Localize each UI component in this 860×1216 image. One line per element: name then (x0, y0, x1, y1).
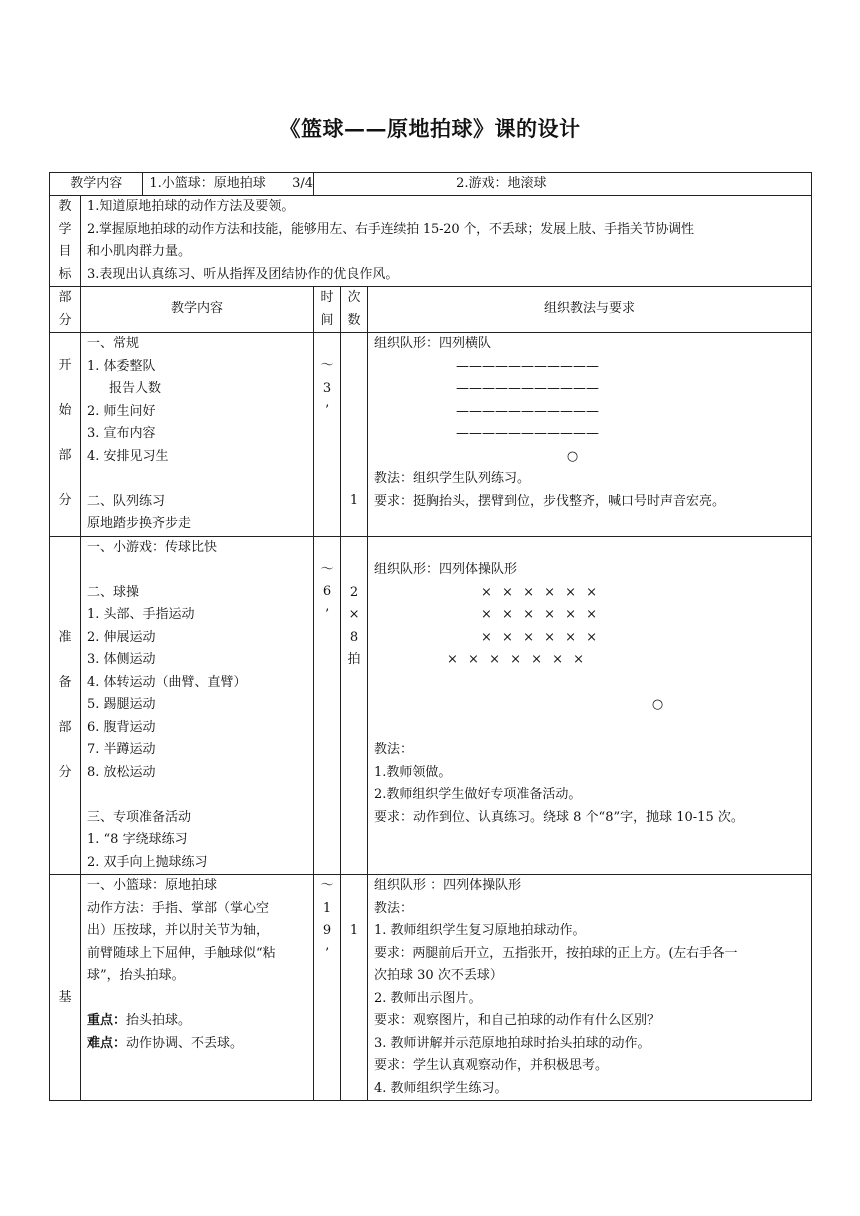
section-method: 组织队形 ：四列体操队形 教法： 1. 教师组织学生复习原地拍球动作。 要求：两腿前后开立，五指张开，按拍球的正上方。(左右手各一 次拍球 30 次不丢球） 2. 教师出示图片。 要求：观察图片，和自己拍球的动作有什么区别？ 3. 教师讲解并示范原地拍球时抬头拍球的动作。 要求：学生认真观察动作，并积极思考。 4. 教师组织学生练习。 (368, 875, 812, 1101)
section-method: 组织队形：四列横队 ——————————— ——————————— ——————————— ——————————— ○ 教法：组织学生队列练习。 要求：挺胸抬头，摆臂到位，步伐整齐，喊口号时声音宏亮。 (368, 333, 812, 537)
section-basic (50, 875, 812, 1101)
formation-row: × × × × × × (481, 584, 598, 600)
content-item-1: 1.小篮球：原地拍球 (149, 176, 266, 191)
col-method-header: 组织教法与要求 (368, 287, 812, 333)
objectives-text: 1.知道原地拍球的动作方法及要领。 2.掌握原地拍球的动作方法和技能，能够用左、右手连续拍 15-20 个，不丢球；发展上肢、手指关节协调性 和小肌肉群力量。 3.表现出认真练习、听从指挥及团结协作的优良作风。 (81, 196, 812, 287)
content-item-2: 2.游戏：地滚球 (456, 176, 547, 191)
col-count-header: 次 数 (341, 287, 368, 333)
content-item-1-count: 3/4 (292, 176, 314, 191)
formation-row: ——————————— (456, 381, 600, 396)
section-time: ～ 6 ’ (314, 536, 341, 875)
formation-row: × × × × × × × (447, 652, 585, 667)
objectives-label: 教 学 目 标 (50, 196, 81, 287)
formation-row: ——————————— (456, 426, 600, 441)
teacher-position-marker: ○ (566, 448, 579, 464)
section-preparation (50, 536, 812, 875)
formation-row: ——————————— (456, 358, 600, 374)
page-title: 《篮球——原地拍球》课的设计 (279, 116, 581, 141)
section-count: 1 (341, 875, 368, 1101)
formation-row: × × × × × × (481, 607, 598, 622)
content-label: 教学内容 (50, 173, 143, 195)
section-part-label: 基 (50, 875, 81, 1101)
section-content: 一、小篮球：原地拍球 动作方法：手指、掌部（掌心空 出）压按球，并以肘关节为轴， 前臂随球上下屈伸，手触球似“粘 球”，抬头拍球。 重点：抬头拍球。 难点：动作协调、不丢球。 (81, 875, 314, 1101)
formation-row: × × × × × × (481, 629, 598, 645)
section-content: 一、小游戏：传球比快 二、球操 1. 头部、手指运动 2. 伸展运动 3. 体侧运动 4. 体转运动（曲臂、直臂） 5. 踢腿运动 6. 腹背运动 7. 半蹲运动 8. 放松运动 三、专项准备活动 1. “8 字绕球练习 2. 双手向上抛球练习 (81, 536, 314, 875)
col-time-header: 时 间 (314, 287, 341, 333)
section-part-label: 准 备 部 分 (50, 536, 81, 875)
section-part-label: 开 始 部 分 (50, 333, 81, 537)
content-summary-row (50, 173, 812, 196)
col-content-header: 教学内容 (81, 287, 314, 333)
lesson-plan-table (49, 172, 812, 1101)
section-method: 组织队形：四列体操队形 × × × × × × × × × × × × × × × × × × × × × × × × × ○ 教法： 1.教师领做。 2.教师组织学生做好专项准备活动。 要求：动作到位、认真练习。绕球 8 个“8”字，抛球 10-15 次。 (368, 536, 812, 875)
teacher-position-marker: ○ (651, 697, 664, 712)
key-point: 重点：抬头拍球。 (87, 1013, 192, 1028)
formation-row: ——————————— (456, 403, 600, 419)
section-time: ～ 3 ’ (314, 333, 341, 537)
section-time: ～ 1 9 ’ (314, 875, 341, 1101)
col-part-header: 部 分 (50, 287, 81, 333)
section-opening (50, 333, 812, 537)
objectives-row (50, 196, 812, 287)
section-content: 一、常规 1. 体委整队 报告人数 2. 师生问好 3. 宣布内容 4. 安排见习生 二、队列练习 原地踏步换齐步走 (81, 333, 314, 537)
difficult-point: 难点：动作协调、不丢球。 (87, 1035, 244, 1051)
column-header-row (50, 287, 812, 333)
section-count: 1 (341, 333, 368, 537)
section-count: 2 × 8 拍 (341, 536, 368, 875)
